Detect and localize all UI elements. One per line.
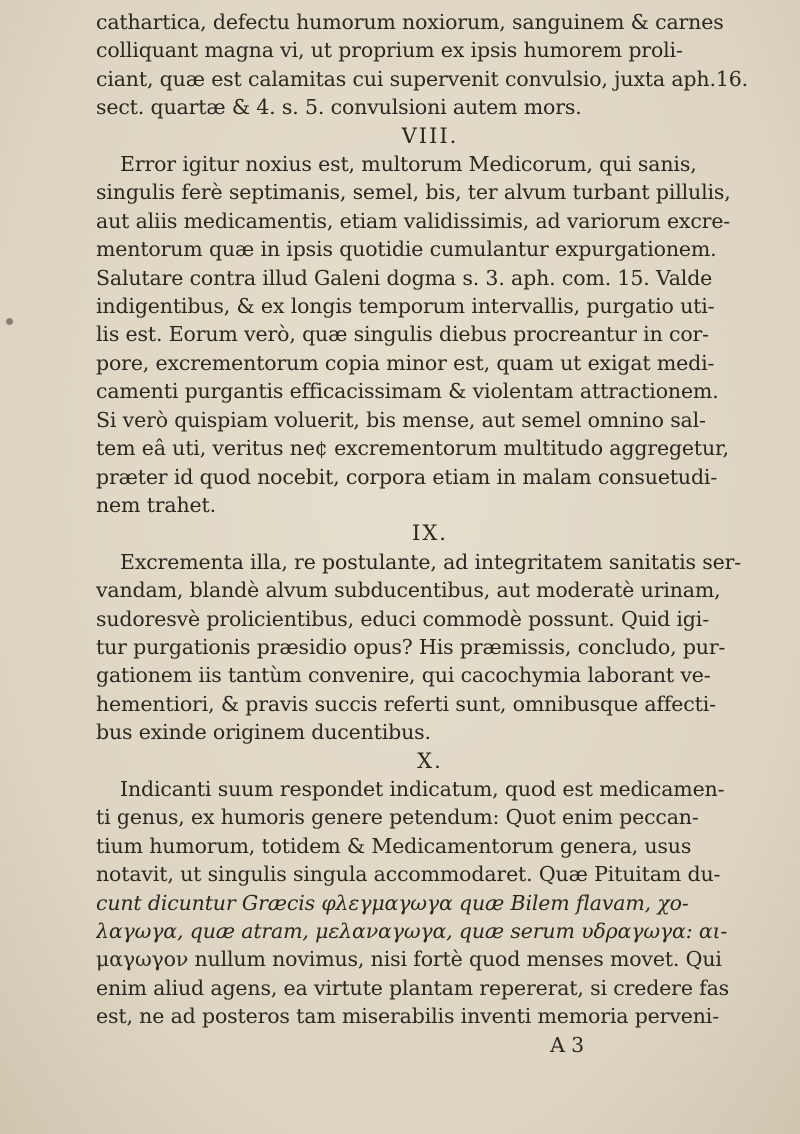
section-heading: X. [417, 748, 443, 773]
section-8 [96, 122, 764, 520]
text-line: indigentibus, & ex longis temporum intervallis, purgatio uti- [96, 294, 715, 319]
signature-mark: A 3 [550, 1032, 584, 1057]
text-line: notavit, ut singulis singula accommodaret. Quæ Pituitam du- [96, 862, 721, 887]
text-line: gationem iis tantùm convenire, qui cacochymia laborant ve- [96, 663, 711, 688]
text-line: singulis ferè septimanis, semel, bis, ter alvum turbant pillulis, [96, 180, 731, 205]
text-line: vandam, blandè alvum subducentibus, aut moderatè urinam, [96, 578, 721, 603]
text-line: tur purgationis præsidio opus? His præmissis, concludo, pur- [96, 634, 726, 659]
text-line: μαγωγον nullum novimus, nisi fortè quod menses movet. Qui [96, 947, 722, 972]
text-line: enim aliud agens, ea virtute plantam repererat, si credere fas [96, 975, 730, 1000]
text-line: bus exinde originem ducentibus. [96, 720, 431, 745]
text-line: aut aliis medicamentis, etiam validissimis, ad variorum excre- [96, 208, 731, 233]
text-line: tium humorum, totidem & Medicamentorum genera, usus [96, 833, 692, 858]
section-heading: IX. [412, 521, 448, 546]
text-line: Si verò quispiam voluerit, bis mense, aut semel omnino sal- [96, 407, 706, 432]
opening-paragraph [96, 8, 764, 122]
text-line: Error igitur noxius est, multorum Medicorum, qui sanis, [120, 152, 697, 177]
text-line: colliquant magna vi, ut proprium ex ipsis humorem proli- [96, 38, 683, 63]
page-text [96, 8, 764, 1059]
text-line: ciant, quæ est calamitas cui supervenit convulsio, juxta aph.16. [96, 66, 748, 91]
text-line: camenti purgantis efficacissimam & violentam attractionem. [96, 379, 719, 404]
text-line: sudoresvè prolicientibus, educi commodè possunt. Quid igi- [96, 606, 709, 631]
text-line: pore, excrementorum copia minor est, quam ut exigat medi- [96, 350, 715, 375]
text-line: cunt dicuntur Græcis φλεγμαγωγα quæ Bilem flavam, χο- [96, 890, 689, 915]
section-9 [96, 519, 764, 746]
text-line: Indicanti suum respondet indicatum, quod est medicamen- [120, 776, 725, 801]
section-10 [96, 747, 764, 1031]
text-line: sect. quartæ & 4. s. 5. convulsioni autem mors. [96, 95, 582, 120]
text-line: Salutare contra illud Galeni dogma s. 3. aph. com. 15. Valde [96, 265, 713, 290]
text-line: λαγωγα, quæ atram, μελαναγωγα, quæ serum υδραγωγα: αι- [96, 919, 728, 943]
text-line: mentorum quæ in ipsis quotidie cumulantur expurgationem. [96, 237, 717, 262]
text-line: Excrementa illa, re postulante, ad integritatem sanitatis ser- [120, 549, 741, 574]
text-line: nem trahet. [96, 492, 216, 517]
text-line: est, ne ad posteros tam miserabilis inventi memoria perveni- [96, 1004, 719, 1029]
section-heading: VIII. [401, 123, 459, 148]
text-line: lis est. Eorum verò, quæ singulis diebus procreantur in cor- [96, 322, 709, 347]
text-line: cathartica, defectu humorum noxiorum, sanguinem & carnes [96, 10, 724, 34]
text-line: hementiori, & pravis succis referti sunt, omnibusque affecti- [96, 691, 716, 716]
text-line: ti genus, ex humoris genere petendum: Quot enim peccan- [96, 805, 699, 830]
text-line: præter id quod nocebit, corpora etiam in malam consuetudi- [96, 464, 718, 489]
margin-stain [6, 318, 13, 325]
text-line: tem eâ uti, veritus ne¢ excrementorum multitudo aggregetur, [96, 436, 729, 461]
